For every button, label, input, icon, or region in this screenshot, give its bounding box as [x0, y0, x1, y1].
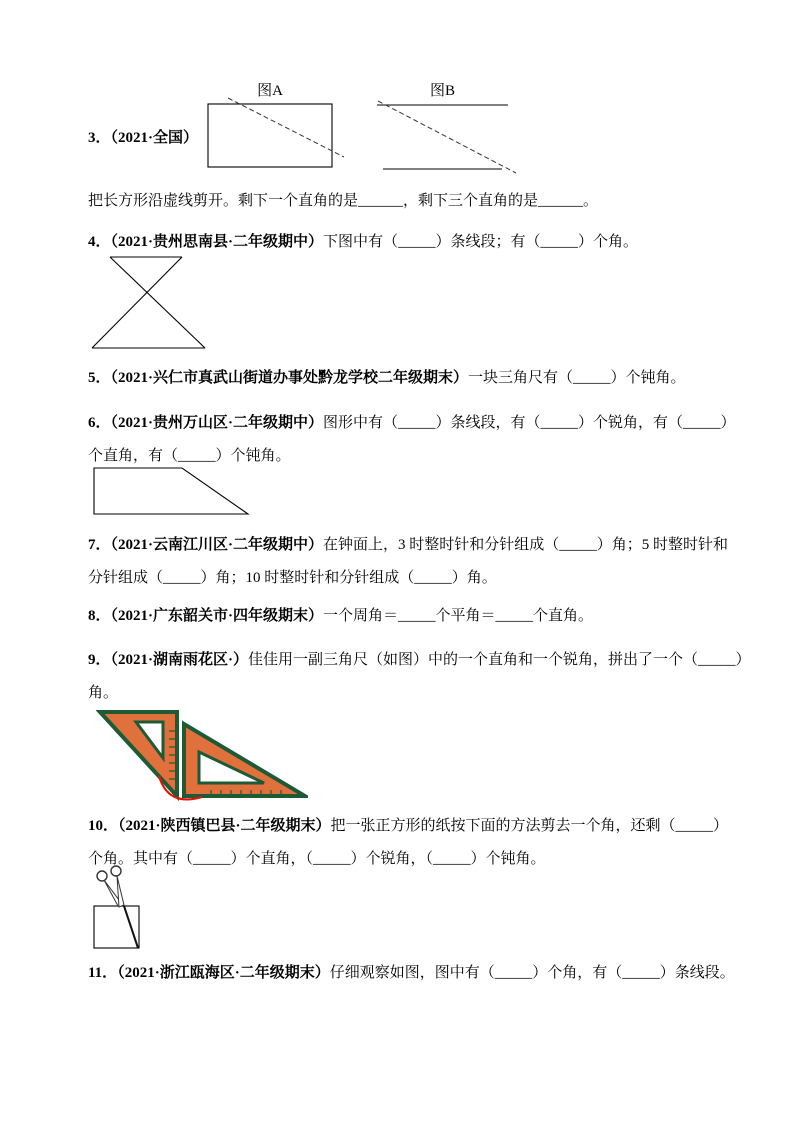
question-text-line: 下图中有（_____）条线段；有（_____）个角。 [323, 234, 639, 250]
question-text-line: 一个周角＝_____个平角＝_____个直角。 [323, 608, 594, 624]
scissors-cut-figure [88, 864, 152, 954]
question-text-line: 把长方形沿虚线剪开。剩下一个直角的是______，剩下三个直角的是______。 [88, 193, 599, 209]
question-text-line: 一块三角尺有（_____）个钝角。 [468, 370, 686, 386]
question-text-line: 图形中有（_____）条线段，有（_____）个锐角，有（_____） [323, 415, 736, 431]
question-number: 3． [88, 130, 111, 146]
question-source: （2021·陕西镇巴县·二年级期末） [118, 818, 331, 834]
question-source: （2021·全国） [110, 130, 199, 146]
question-text-line: 在钟面上，3 时整时针和分针组成（_____）角；5 时整时针和 [323, 537, 729, 553]
question-text-line: 把一张正方形的纸按下面的方法剪去一个角，还剩（_____） [330, 818, 729, 834]
set-square-figure [96, 706, 308, 802]
question-text-line: 佳佳用一副三角尺（如图）中的一个直角和一个锐角，拼出了一个（_____） [248, 652, 751, 668]
question-source: （2021·广东韶关市·四年级期末） [110, 608, 324, 624]
figure-a-label: 图A [257, 83, 283, 99]
question-source: （2021·云南江川区·二年级期中） [110, 537, 324, 553]
cut-line [124, 906, 138, 948]
square-paper [94, 906, 139, 948]
question-text-line: 分针组成（_____）角；10 时整时针和分针组成（_____）角。 [88, 570, 497, 586]
question-text-line: 角。 [88, 685, 119, 701]
hourglass-figure [88, 252, 213, 354]
question-number: 7． [88, 537, 111, 553]
question-text-line: 仔细观察如图，图中有（_____）个角，有（_____）条线段。 [329, 965, 735, 981]
question-number: 9． [88, 652, 111, 668]
question-source: （2021·浙江瓯海区·二年级期末） [117, 965, 330, 981]
question-text-line: 个直角，有（_____）个钝角。 [88, 448, 291, 464]
question-source: （2021·贵州万山区·二年级期中） [110, 415, 324, 431]
question-source: （2021·兴仁市真武山街道办事处黔龙学校二年级期末） [110, 370, 469, 386]
figure-b-label: 图B [429, 83, 455, 99]
trapezoid-figure [90, 464, 255, 519]
question-9 [88, 644, 751, 710]
question-5 [88, 362, 748, 395]
question-7 [88, 529, 748, 595]
question-8 [88, 600, 748, 633]
question-3-header [88, 122, 748, 155]
question-source: （2021·湖南雨花区·） [110, 652, 249, 668]
question-text-line: 个角。其中有（_____）个直角，（_____）个锐角，（_____）个钝角。 [88, 851, 546, 867]
question-number: 10． [88, 818, 119, 834]
scissors-icon [97, 866, 124, 907]
question-10 [88, 810, 748, 876]
question-11 [88, 957, 748, 990]
question-source: （2021·贵州思南县·二年级期中） [110, 234, 324, 250]
question-number: 4． [88, 234, 111, 250]
question-number: 8． [88, 608, 111, 624]
question-number: 6． [88, 415, 111, 431]
question-number: 11． [88, 965, 118, 981]
question-number: 5． [88, 370, 111, 386]
question-3-body [88, 185, 748, 218]
